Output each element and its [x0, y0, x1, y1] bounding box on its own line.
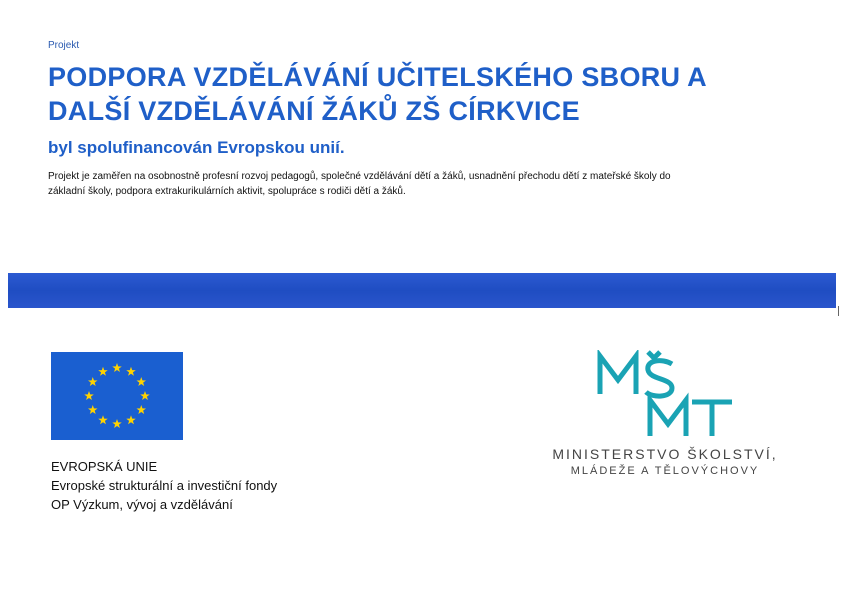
project-label: Projekt — [48, 40, 80, 51]
description-line-1: Projekt je zaměřen na osobnostně profesní rozvoj pedagogů, společné vzdělávání dětí a žáků, usnadnění přechodu dětí z mateřské školy do — [48, 171, 671, 182]
ministry-name-line-1: MINISTERSTVO ŠKOLSTVÍ, — [552, 446, 778, 462]
page-title — [48, 60, 808, 128]
blue-divider-band — [8, 273, 836, 308]
eu-line-1: EVROPSKÁ UNIE — [51, 459, 158, 474]
eu-line-2: Evropské strukturální a investiční fondy — [51, 478, 278, 493]
eu-flag-logo — [51, 352, 183, 440]
subtitle: byl spolufinancován Evropskou unií. — [48, 138, 345, 157]
project-description — [48, 169, 808, 199]
msmt-logo-icon — [592, 350, 742, 440]
eu-flag-icon — [51, 352, 183, 440]
eu-line-3: OP Výzkum, vývoj a vzdělávání — [51, 497, 233, 512]
ministry-name-line-2: MLÁDEŽE A TĚLOVÝCHOVY — [570, 465, 760, 477]
title-line-2: DALŠÍ VZDĚLÁVÁNÍ ŽÁKŮ ZŠ CÍRKVICE — [48, 96, 580, 126]
title-line-1: PODPORA VZDĚLÁVÁNÍ UČITELSKÉHO SBORU A — [48, 62, 707, 92]
scan-edge-mark — [838, 306, 845, 316]
description-line-2: základní školy, podpora extrakurikulárních aktivit, spolupráce s rodiči dětí a žáků. — [48, 186, 406, 197]
msmt-logo — [592, 350, 742, 440]
eu-info — [51, 457, 277, 514]
